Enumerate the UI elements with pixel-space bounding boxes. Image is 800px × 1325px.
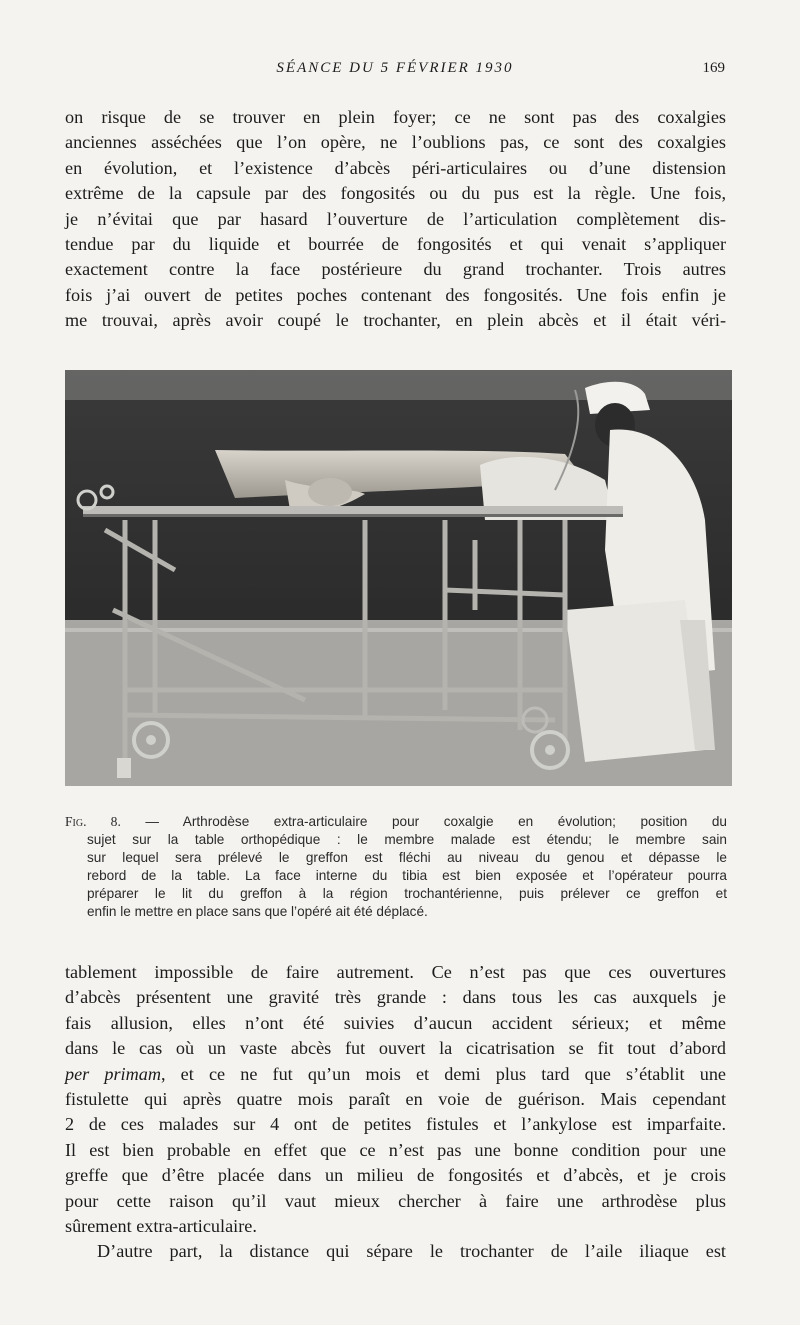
figure-label: Fig. 8.: [65, 814, 121, 829]
page-number: 169: [702, 60, 725, 76]
text-line: fistulette qui après quatre mois paraît en voie de guérison. Mais cependant: [65, 1089, 726, 1110]
text-line: pour cette raison qu’il vaut mieux chercher à faire une arthrodèse plus: [65, 1190, 726, 1211]
text-line: exactement contre la face postérieure du grand trochanter. Trois autres: [65, 259, 726, 280]
caption-text: sur lequel sera prélevé le greffon est fléchi au niveau du genou et dépasse le: [87, 850, 727, 865]
operating-table-photo: [65, 370, 732, 786]
text-line: dans le cas où un vaste abcès fut ouvert la cicatrisation se fit tout d’abord: [65, 1038, 726, 1059]
caption-text: rebord de la table. La face interne du tibia est bien exposée et l’opérateur pourra: [87, 868, 727, 883]
text-line: anciennes asséchées que l’on opère, ne l’oublions pas, ce sont des coxalgies: [65, 132, 726, 153]
text-line: greffe que d’être placée dans un milieu de fongosités et d’abcès, et je crois: [65, 1165, 726, 1186]
text-line: D’autre part, la distance qui sépare le trochanter de l’aile iliaque est: [97, 1241, 726, 1262]
text-line: d’abcès présentent une gravité très grande : dans tous les cas auxquels je: [65, 987, 726, 1008]
text-line: on risque de se trouver en plein foyer; ce ne sont pas des coxalgies: [65, 107, 726, 127]
running-head: [65, 60, 725, 84]
text-line: fais allusion, elles n’ont été suivies d’aucun accident sérieux; et même: [65, 1012, 726, 1033]
caption-text: enfin le mettre en place sans que l’opéré ait été déplacé.: [87, 904, 428, 919]
text-line: sûrement extra-articulaire.: [65, 1216, 257, 1237]
text-line: fois j’ai ouvert de petites poches contenant des fongosités. Une fois enfin je: [65, 284, 726, 305]
text-line: 2 de ces malades sur 4 ont de petites fistules et l’ankylose est imparfaite.: [65, 1114, 726, 1135]
text-line: en évolution, et l’existence d’abcès péri-articulaires ou d’une distension: [65, 157, 726, 178]
running-title: SÉANCE DU 5 FÉVRIER 1930: [276, 60, 514, 76]
text-line: Il est bien probable en effet que ce n’est pas une bonne condition pour une: [65, 1139, 726, 1160]
caption-text: sujet sur la table orthopédique : le membre malade est étendu; le membre sain: [87, 832, 727, 847]
caption-text: préparer le lit du greffon à la région trochantérienne, puis prélever ce greffon et: [87, 886, 727, 901]
figure-caption: [65, 813, 727, 921]
paragraph-bottom: [65, 960, 726, 1265]
text-line: me trouvai, après avoir coupé le trochanter, en plein abcès et il était véri-: [65, 310, 726, 331]
text-line: tendue par du liquide et bourrée de fongosités et qui venait s’appliquer: [65, 234, 726, 255]
text-line: tablement impossible de faire autrement. Ce n’est pas que ces ouvertures: [65, 962, 726, 982]
latin-phrase: per primam: [65, 1063, 161, 1084]
text-line: je n’évitai que par hasard l’ouverture de l’articulation complètement dis-: [65, 208, 726, 229]
paragraph-top: [65, 105, 726, 334]
text-line: [65, 1062, 726, 1087]
text-line: extrême de la capsule par des fongosités ou du pus est la règle. Une fois,: [65, 183, 726, 204]
figure-photograph: [65, 370, 732, 786]
text-fragment: , et ce ne fut qu’un mois et demi plus tard que s’établit une: [160, 1063, 726, 1084]
caption-text: — Arthrodèse extra-articulaire pour coxalgie en évolution; position du: [145, 814, 727, 829]
